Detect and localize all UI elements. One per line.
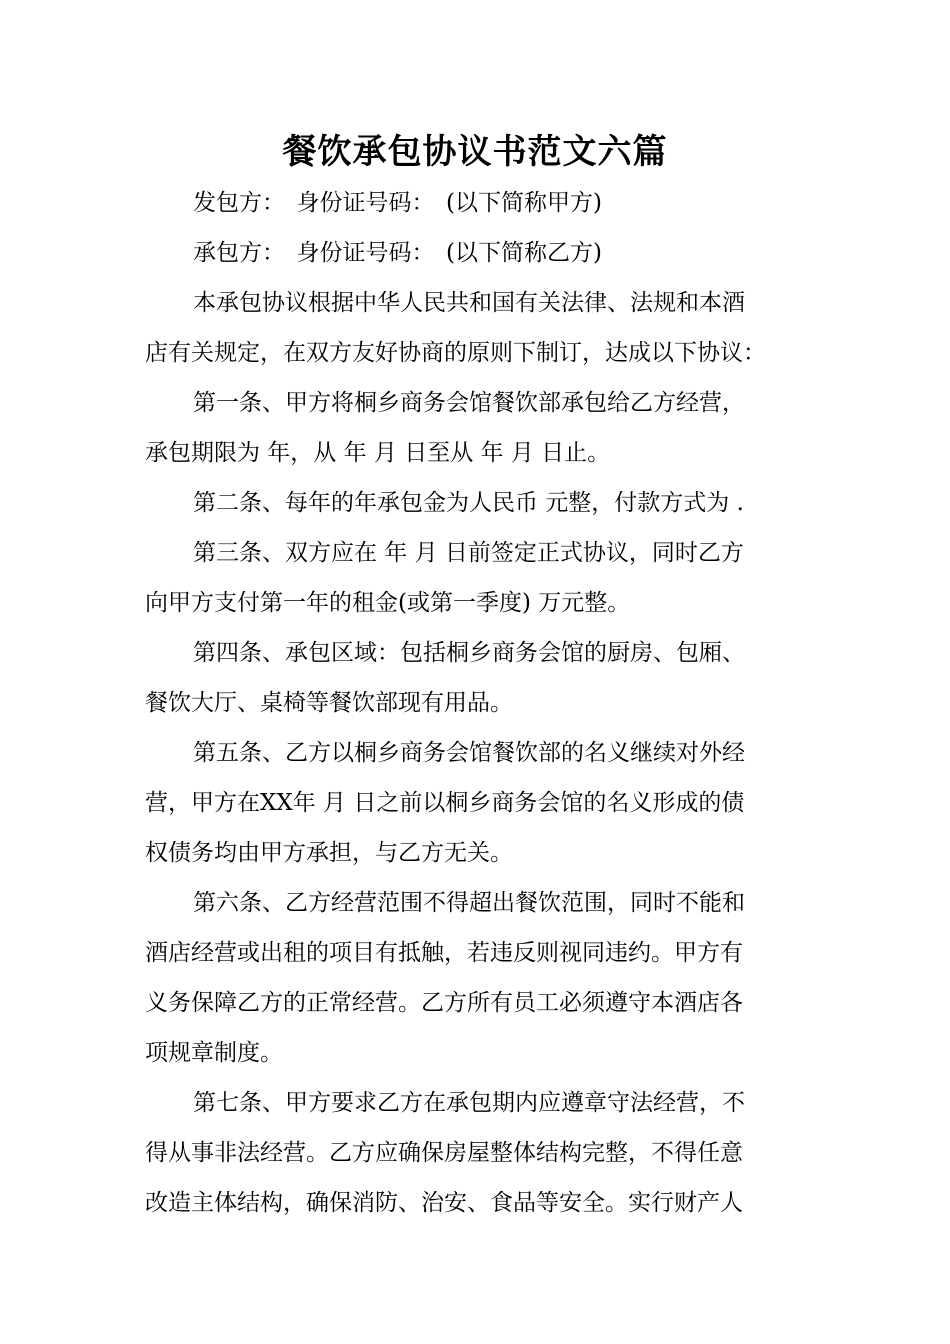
text-line: 本承包协议根据中华人民共和国有关法律、法规和本酒 <box>193 290 745 316</box>
text-line: 店有关规定，在双方友好协商的原则下制订，达成以下协议： <box>145 340 766 366</box>
text-line: 第一条、甲方将桐乡商务会馆餐饮部承包给乙方经营， <box>193 390 745 416</box>
text-line: 向甲方支付第一年的租金(或第一季度) 万元整。 <box>145 590 631 616</box>
text-line: 第三条、双方应在 年 月 日前签定正式协议，同时乙方 <box>193 540 744 566</box>
text-line: 权债务均由甲方承担，与乙方无关。 <box>145 840 513 866</box>
text-line: 得从事非法经营。乙方应确保房屋整体结构完整，不得任意 <box>145 1140 743 1166</box>
text-line: 改造主体结构，确保消防、治安、食品等安全。实行财产人 <box>145 1190 743 1216</box>
text-line: 第四条、承包区域：包括桐乡商务会馆的厨房、包厢、 <box>193 640 745 666</box>
text-line: 项规章制度。 <box>145 1040 283 1066</box>
document-title: 餐饮承包协议书范文六篇 <box>282 132 668 172</box>
document-page <box>145 128 805 1228</box>
text-line: 第二条、每年的年承包金为人民币 元整，付款方式为 . <box>193 490 744 516</box>
text-line: 义务保障乙方的正常经营。乙方所有员工必须遵守本酒店各 <box>145 990 743 1016</box>
document-body <box>145 178 805 1228</box>
text-line: 第六条、乙方经营范围不得超出餐饮范围，同时不能和 <box>193 890 745 916</box>
text-line: 酒店经营或出租的项目有抵触，若违反则视同违约。甲方有 <box>145 940 743 966</box>
text-line: 第五条、乙方以桐乡商务会馆餐饮部的名义继续对外经 <box>193 740 745 766</box>
text-line: 承包方： 身份证号码： (以下简称乙方) <box>193 240 602 266</box>
text-line: 发包方： 身份证号码： (以下简称甲方) <box>193 190 602 216</box>
text-line: 第七条、甲方要求乙方在承包期内应遵章守法经营，不 <box>193 1090 745 1116</box>
text-line: 营，甲方在XX年 月 日之前以桐乡商务会馆的名义形成的债 <box>145 790 745 816</box>
text-line: 餐饮大厅、桌椅等餐饮部现有用品。 <box>145 690 513 716</box>
text-line: 承包期限为 年，从 年 月 日至从 年 月 日止。 <box>145 440 611 466</box>
